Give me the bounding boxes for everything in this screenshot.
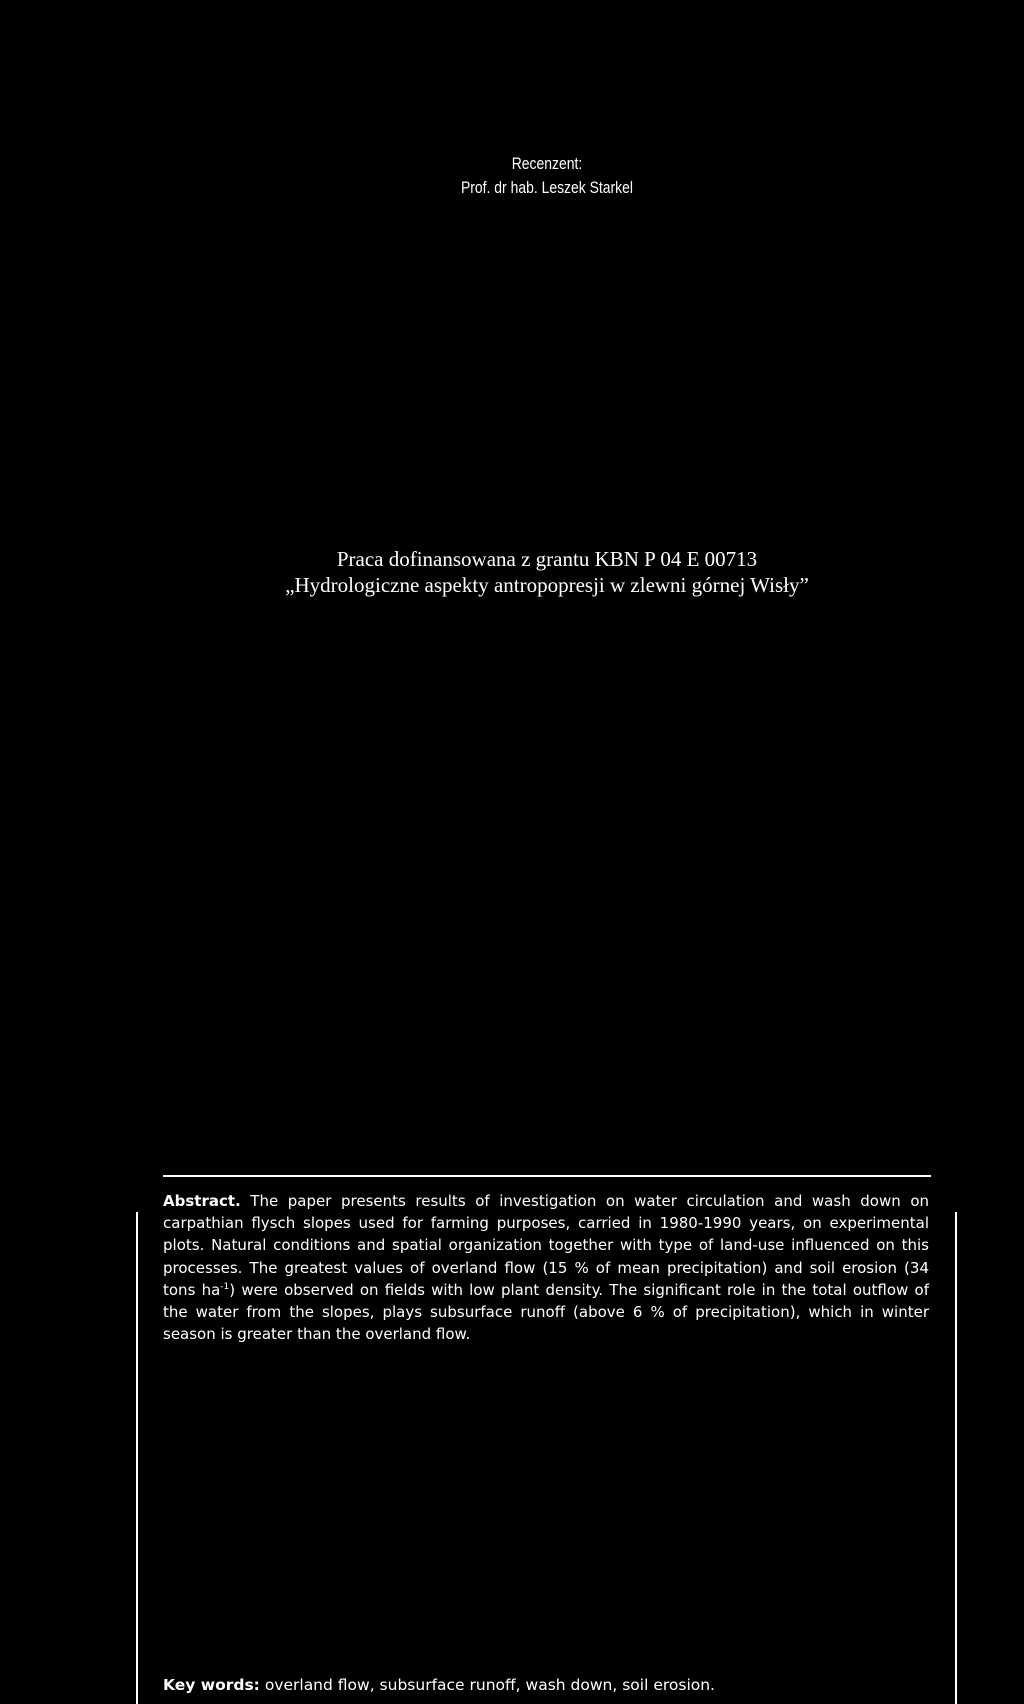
- keywords-label: Key words:: [163, 1676, 260, 1694]
- grant-line-2: „Hydrologiczne aspekty antropopresji w zlewni górnej Wisły”: [285, 573, 809, 597]
- right-margin-bar: [955, 1212, 957, 1704]
- abstract-label: Abstract.: [163, 1192, 241, 1210]
- keywords-paragraph: [163, 1674, 943, 1696]
- keywords-text: overland flow, subsurface runoff, wash down, soil erosion.: [259, 1676, 715, 1694]
- abstract-superscript: -1: [220, 1281, 230, 1292]
- abstract-text-part-2: ) were observed on fields with low plant density. The significant role in the total outflow of the water from the slopes, plays subsurface runoff (above 6 % of precipitation), which in winter season is greater than the overland flow.: [163, 1280, 929, 1344]
- horizontal-rule: [163, 1175, 931, 1177]
- reviewer-name: Prof. dr hab. Leszek Starkel: [460, 178, 634, 197]
- abstract-paragraph: [163, 1190, 929, 1345]
- reviewer-heading: Recenzent:: [511, 154, 583, 173]
- grant-block: [0, 546, 1024, 598]
- reviewer-block: [98, 152, 995, 200]
- grant-line-1: Praca dofinansowana z grantu KBN P 04 E 00713: [336, 547, 758, 571]
- left-margin-bar: [136, 1212, 138, 1704]
- abstract-text-part-1: The paper presents results of investigation on water circulation and wash down on carpathian flysch slopes used for farming purposes, carried in 1980-1990 years, on experimental plots. Natural conditions and spatial organization together with type of land-use influenced on this processes. The greatest values of overland flow (15 % of mean precipitation) and soil erosion (34 tons ha: [163, 1192, 929, 1299]
